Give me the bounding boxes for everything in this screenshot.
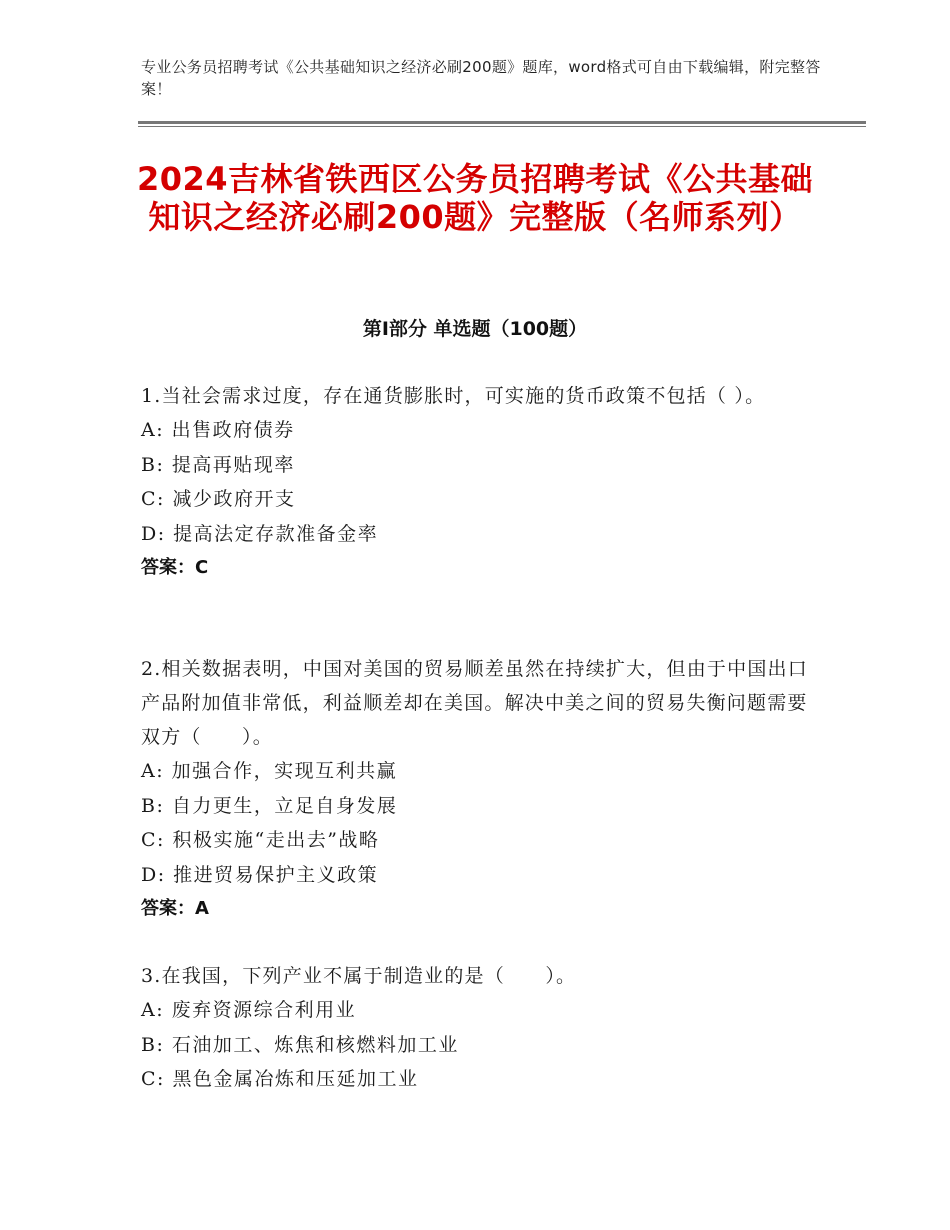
question-stem: 1.当社会需求过度，存在通货膨胀时，可实施的货币政策不包括（ ）。	[141, 385, 766, 407]
option-a: A: 加强合作，实现互利共赢	[141, 760, 398, 782]
answer-text: 答案：A	[141, 898, 209, 919]
question-stem: 2.相关数据表明，中国对美国的贸易顺差虽然在持续扩大，但由于中国出口产品附加值非常低，利益顺差却在美国。解决中美之间的贸易失衡问题需要双方（ ）。	[141, 658, 808, 748]
option-a: A: 出售政府债券	[141, 419, 295, 441]
option-a: A: 废弃资源综合利用业	[141, 999, 357, 1021]
option-d: D: 推进贸易保护主义政策	[141, 863, 379, 886]
header-note: 专业公务员招聘考试《公共基础知识之经济必刷200题》题库，word格式可自由下载编辑，附完整答案！	[141, 58, 821, 98]
option-b: B: 自力更生，立足自身发展	[141, 794, 398, 817]
option-c: C: 黑色金属冶炼和压延加工业	[141, 1068, 419, 1090]
header-divider-thin	[138, 126, 866, 127]
section-heading: 第Ⅰ部分 单选题（100题）	[362, 318, 588, 340]
option-c: C: 减少政府开支	[141, 488, 296, 510]
option-b: B: 石油加工、炼焦和核燃料加工业	[141, 1033, 459, 1056]
option-b: B: 提高再贴现率	[141, 453, 295, 476]
question-3	[141, 959, 821, 1097]
document-title: 2024吉林省铁西区公务员招聘考试《公共基础知识之经济必刷200题》完整版（名师系列）	[136, 160, 814, 236]
question-1	[141, 379, 821, 585]
option-c: C: 积极实施“走出去”战略	[141, 829, 380, 851]
question-2	[141, 652, 821, 926]
header-divider	[138, 121, 866, 124]
question-stem: 3.在我国，下列产业不属于制造业的是（ ）。	[141, 965, 577, 987]
answer-text: 答案：C	[141, 557, 209, 578]
option-d: D: 提高法定存款准备金率	[141, 522, 379, 545]
